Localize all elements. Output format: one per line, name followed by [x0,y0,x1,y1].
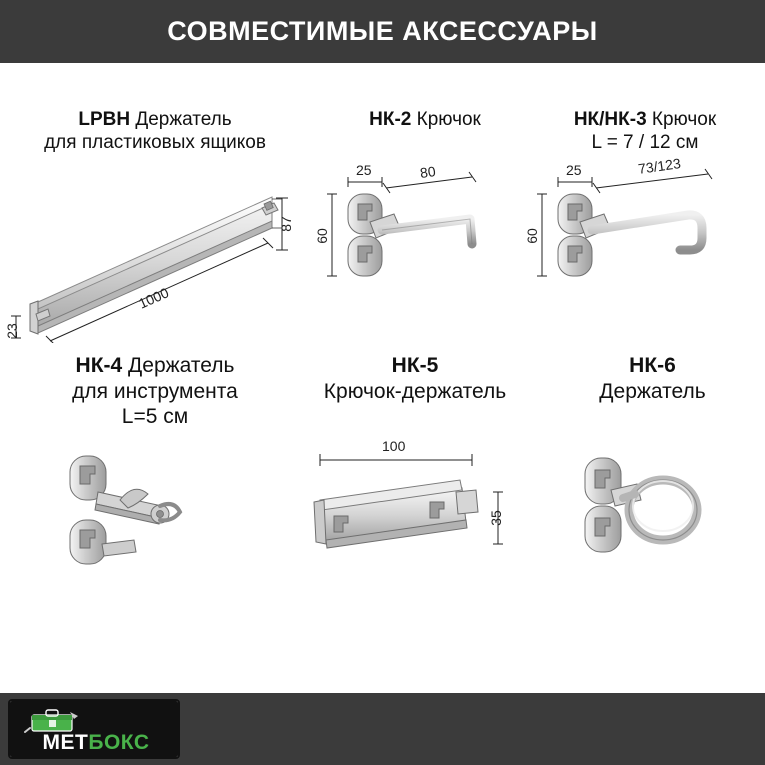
accessory-card-lpbh [3,108,300,343]
accessory-caption-nk-5 [290,353,540,404]
dimension-label-nk-5-height: 35 [487,510,504,527]
plastic-box-holder-rail-icon [10,168,300,343]
accessory-caption-nk-3 [530,108,760,154]
brand-logo [8,699,180,759]
page-footer [0,693,765,765]
dimension-label-nk-5-width: 100 [382,438,406,455]
accessory-title-nk-4: Держатель [128,354,235,377]
dimension-label-nk-3-height: 60 [523,228,540,245]
accessory-subtitle-nk-4: для инструмента [72,379,238,403]
accessory-figure-nk-4 [10,448,300,608]
accessory-figure-nk-3 [523,155,760,341]
accessory-caption-nk-2 [320,108,530,131]
accessory-card-nk-3 [523,108,760,341]
accessory-subtitle-nk-3: L = 7 / 12 см [591,132,699,154]
logo-text-prefix: МЕТ [42,731,89,754]
accessory-figure-lpbh [3,168,300,343]
accessory-length-nk-4: L=5 см [121,405,189,429]
accessory-caption-lpbh [10,108,300,154]
accessory-code-nk-5: НК-5 [391,354,439,377]
tool-holder-clamp-icon [10,448,300,608]
dimension-label-lpbh-depth: 23 [3,323,20,340]
accessory-card-nk-6 [545,353,760,604]
toolbox-icon [24,706,84,734]
accessory-title-nk-6: Держатель [599,379,706,403]
long-hook-icon [530,166,760,341]
accessories-grid [0,63,765,693]
dimension-label-nk-2-height: 60 [313,228,330,244]
accessory-caption-nk-6 [545,353,760,404]
dimension-label-nk-2-length: 80 [418,163,437,182]
dimension-label-lpbh-height: 87 [277,216,294,233]
accessory-title-lpbh: Держатель [135,109,232,130]
accessory-code-nk-3: НК/НК-3 [573,109,647,130]
page-header [0,0,765,63]
accessory-code-nk-6: НК-6 [629,354,676,377]
dimension-label-nk-3-width: 25 [566,162,582,179]
dimension-label-nk-3-length: 73/123 [637,155,682,178]
accessory-figure-nk-2 [313,162,530,341]
accessory-code-lpbh: LPBH [78,109,131,130]
accessory-figure-nk-5 [290,438,540,604]
single-hook-icon [320,166,530,341]
accessory-title-nk-2: Крючок [416,109,481,130]
accessory-title-nk-5: Крючок-держатель [323,379,507,403]
page-title: СОВМЕСТИМЫЕ АКСЕССУАРЫ [167,16,598,46]
accessory-subtitle-lpbh: для пластиковых ящиков [44,132,266,154]
accessory-caption-nk-4 [10,353,300,430]
accessory-card-nk-5 [290,353,540,604]
logo-text-accent: БОКС [88,731,150,754]
logo-text [10,731,180,755]
accessory-title-nk-3: Крючок [651,109,717,130]
accessory-card-nk-2 [313,108,530,341]
accessory-figure-nk-6 [545,444,760,604]
ring-holder-icon [545,444,760,604]
accessory-code-nk-4: НК-4 [75,354,123,377]
accessory-card-nk-4 [10,353,300,608]
dimension-label-lpbh-length: 1000 [136,284,172,312]
accessory-code-nk-2: НК-2 [369,109,412,130]
dimension-label-nk-2-width: 25 [356,162,372,179]
logo-background [10,701,178,757]
